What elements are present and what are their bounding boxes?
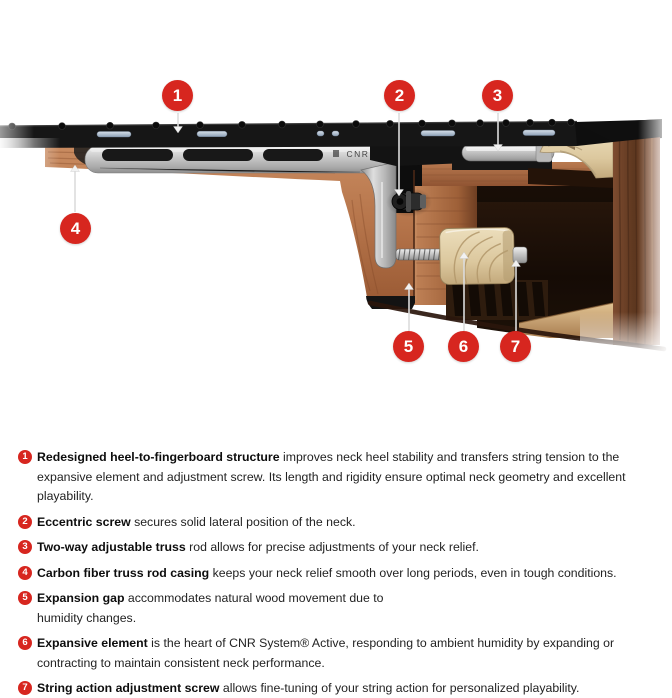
legend-text-6: [37, 634, 667, 673]
legend-desc-1: improves neck heel stability and transfers string tension to the expansive element and adjustment screw. Its length and rigidity ensure optimal neck geometry and excellent playability.: [37, 450, 626, 503]
legend-desc-7: allows fine-tuning of your string action for personalized playability.: [219, 681, 580, 695]
legend-badge-6: 6: [18, 636, 32, 650]
legend-text-7: [37, 679, 579, 698]
legend-desc-4: keeps your neck relief smooth over long periods, even in tough conditions.: [209, 565, 617, 580]
legend-term-1: Redesigned heel-to-fingerboard structure: [37, 450, 280, 464]
fingerboard: [0, 119, 662, 148]
legend-badge-1: 1: [18, 450, 32, 464]
callout-marker-7: 7: [500, 331, 531, 362]
legend-item-2: [18, 513, 672, 533]
legend-term-5: Expansion gap: [37, 591, 125, 605]
legend-term-4: Carbon fiber truss rod casing: [37, 565, 210, 580]
callout-marker-4: 4: [60, 213, 91, 244]
legend-badge-5: 5: [18, 591, 32, 605]
callout-marker-3: 3: [482, 80, 513, 111]
legend-term-2: Eccentric screw: [37, 514, 131, 529]
casing-engraving: CNR: [346, 149, 370, 159]
screw-tip: [513, 247, 527, 263]
legend-desc-2: secures solid lateral position of the neck.: [130, 514, 356, 529]
legend-item-6: [18, 634, 672, 673]
legend-desc-3: rod allows for precise adjustments of your neck relief.: [185, 540, 479, 554]
legend-item-5: [18, 589, 672, 628]
expansive-element-block: [440, 227, 515, 284]
legend-term-7: String action adjustment screw: [37, 681, 220, 695]
callout-marker-5: 5: [393, 331, 424, 362]
legend-text-2: [37, 513, 356, 533]
legend-item-3: [18, 538, 672, 558]
legend: [0, 448, 672, 698]
legend-term-6: Expansive element: [37, 636, 148, 650]
callout-marker-2: 2: [384, 80, 415, 111]
legend-desc-5: accommodates natural wood movement due to humidity changes.: [37, 591, 384, 625]
legend-badge-2: 2: [18, 515, 32, 529]
legend-item-1: [18, 448, 672, 507]
callout-marker-6: 6: [448, 331, 479, 362]
legend-item-7: [18, 679, 672, 698]
legend-text-5: [37, 589, 417, 628]
legend-text-1: [37, 448, 645, 507]
legend-term-3: Two-way adjustable truss: [37, 540, 186, 554]
eccentric-screw: [386, 187, 432, 217]
legend-badge-4: 4: [18, 566, 32, 580]
legend-desc-6: is the heart of CNR System® Active, responding to ambient humidity by expanding or contracting to maintain consistent neck performance.: [37, 636, 615, 670]
legend-text-4: [37, 564, 617, 584]
legend-badge-7: 7: [18, 681, 32, 695]
legend-badge-3: 3: [18, 540, 32, 554]
callout-marker-1: 1: [162, 80, 193, 111]
legend-text-3: [37, 538, 479, 558]
legend-item-4: [18, 564, 672, 584]
